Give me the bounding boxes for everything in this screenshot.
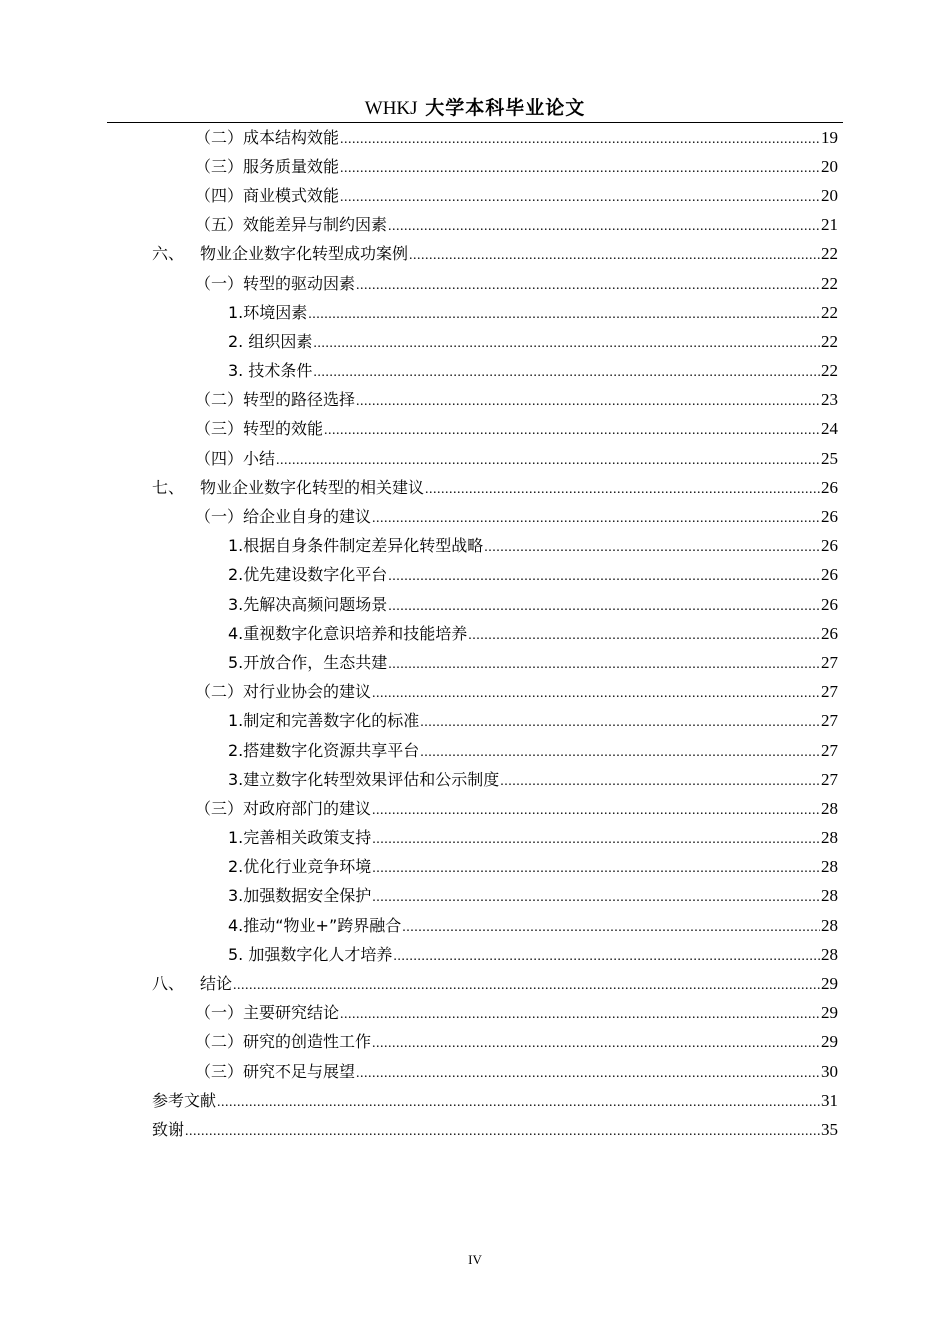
toc-dot-leader — [393, 947, 820, 967]
toc-entry-number: 七、 — [152, 477, 185, 497]
toc-dot-leader — [372, 684, 820, 704]
toc-entry[interactable] — [0, 1116, 950, 1145]
toc-entry-page: 27 — [821, 740, 838, 760]
toc-dot-leader — [388, 655, 820, 675]
toc-dot-leader — [185, 1122, 820, 1142]
toc-entry-page: 28 — [821, 798, 838, 818]
toc-dot-leader — [308, 305, 820, 325]
toc-entry[interactable] — [0, 503, 950, 532]
toc-entry-page: 30 — [821, 1061, 838, 1081]
toc-entry[interactable] — [0, 912, 950, 941]
toc-dot-leader — [409, 246, 820, 266]
toc-entry-page: 27 — [821, 711, 838, 731]
toc-entry-page: 28 — [821, 857, 838, 877]
toc-entry-title: （三）转型的效能 — [195, 419, 324, 439]
toc-entry-title: （二）对行业协会的建议 — [195, 682, 372, 702]
toc-entry-page: 27 — [821, 769, 838, 789]
toc-entry-title: 2.优化行业竞争环境 — [228, 857, 372, 877]
toc-entry[interactable] — [0, 182, 950, 211]
toc-entry[interactable] — [0, 679, 950, 708]
toc-entry-title: 致谢 — [152, 1119, 185, 1139]
toc-entry-title: （一）主要研究结论 — [195, 1003, 340, 1023]
toc-entry-title: 3.建立数字化转型效果评估和公示制度 — [228, 769, 500, 789]
toc-entry-title: 5.开放合作，生态共建 — [228, 652, 388, 672]
toc-entry[interactable] — [0, 883, 950, 912]
toc-entry[interactable] — [0, 270, 950, 299]
toc-entry-page: 22 — [821, 273, 838, 293]
toc-entry-title: （三）服务质量效能 — [195, 156, 340, 176]
toc-entry-title: 1.制定和完善数字化的标准 — [228, 711, 420, 731]
toc-entry-title: （三）对政府部门的建议 — [195, 798, 372, 818]
toc-entry-page: 27 — [821, 682, 838, 702]
toc-dot-leader — [313, 334, 820, 354]
toc-entry[interactable] — [0, 941, 950, 970]
toc-entry-page: 28 — [821, 886, 838, 906]
toc-entry-title: 2.搭建数字化资源共享平台 — [228, 740, 420, 760]
toc-entry-title: 2.优先建设数字化平台 — [228, 565, 388, 585]
toc-dot-leader — [484, 538, 820, 558]
toc-entry-title: （一）转型的驱动因素 — [195, 273, 356, 293]
toc-entry-page: 26 — [821, 565, 838, 585]
toc-entry-page: 26 — [821, 536, 838, 556]
toc-entry-title: 结论 — [200, 974, 233, 994]
toc-entry-page: 22 — [821, 361, 838, 381]
toc-entry-page: 35 — [821, 1119, 838, 1139]
toc-entry[interactable] — [0, 358, 950, 387]
toc-dot-leader — [372, 888, 820, 908]
toc-entry[interactable] — [0, 766, 950, 795]
toc-entry-title: 4.重视数字化意识培养和技能培养 — [228, 623, 468, 643]
toc-entry[interactable] — [0, 854, 950, 883]
toc-entry-page: 29 — [821, 974, 838, 994]
toc-entry-title: 参考文献 — [152, 1090, 217, 1110]
toc-entry[interactable] — [0, 445, 950, 474]
toc-entry-title: 1.根据自身条件制定差异化转型战略 — [228, 536, 484, 556]
toc-entry-title: 3.加强数据安全保护 — [228, 886, 372, 906]
toc-entry[interactable] — [0, 474, 950, 503]
toc-entry[interactable] — [0, 1058, 950, 1087]
toc-entry-page: 28 — [821, 915, 838, 935]
running-header — [107, 95, 843, 122]
toc-entry-page: 29 — [821, 1032, 838, 1052]
toc-entry-page: 27 — [821, 652, 838, 672]
table-of-contents — [0, 124, 950, 1146]
toc-entry-title: 物业企业数字化转型成功案例 — [200, 244, 409, 264]
toc-dot-leader — [313, 363, 820, 383]
toc-dot-leader — [468, 626, 820, 646]
toc-entry-page: 24 — [821, 419, 838, 439]
header-brand: WHKJ — [364, 98, 418, 119]
page-number: IV — [468, 1252, 482, 1267]
toc-dot-leader — [340, 1005, 820, 1025]
toc-entry-page: 26 — [821, 507, 838, 527]
toc-dot-leader — [233, 976, 820, 996]
toc-dot-leader — [356, 1064, 820, 1084]
toc-dot-leader — [420, 713, 820, 733]
toc-entry-title: （二）研究的创造性工作 — [195, 1032, 372, 1052]
toc-entry-page: 20 — [821, 185, 838, 205]
toc-entry[interactable] — [0, 649, 950, 678]
toc-entry-number: 八、 — [152, 974, 185, 994]
toc-dot-leader — [372, 1034, 820, 1054]
toc-dot-leader — [372, 801, 820, 821]
toc-dot-leader — [340, 188, 820, 208]
toc-entry-page: 20 — [821, 156, 838, 176]
toc-entry[interactable] — [0, 562, 950, 591]
toc-entry-title: 5. 加强数字化人才培养 — [228, 944, 393, 964]
toc-dot-leader — [217, 1093, 820, 1113]
toc-entry-title: 3. 技术条件 — [228, 361, 313, 381]
toc-dot-leader — [402, 918, 820, 938]
toc-dot-leader — [500, 772, 820, 792]
toc-entry[interactable] — [0, 708, 950, 737]
toc-dot-leader — [388, 597, 820, 617]
toc-entry-title: （三）研究不足与展望 — [195, 1061, 356, 1081]
toc-dot-leader — [340, 130, 820, 150]
toc-entry[interactable] — [0, 387, 950, 416]
toc-entry-title: 1.完善相关政策支持 — [228, 828, 372, 848]
toc-dot-leader — [372, 509, 820, 529]
toc-dot-leader — [372, 830, 820, 850]
toc-entry[interactable] — [0, 620, 950, 649]
toc-entry[interactable] — [0, 1000, 950, 1029]
toc-entry[interactable] — [0, 825, 950, 854]
toc-entry-number: 六、 — [152, 244, 185, 264]
toc-entry[interactable] — [0, 1087, 950, 1116]
toc-entry-title: （五）效能差异与制约因素 — [195, 215, 388, 235]
toc-dot-leader — [340, 159, 820, 179]
toc-entry[interactable] — [0, 591, 950, 620]
toc-dot-leader — [356, 276, 820, 296]
toc-entry-page: 19 — [821, 127, 838, 147]
toc-entry[interactable] — [0, 299, 950, 328]
toc-entry-page: 26 — [821, 594, 838, 614]
toc-entry-page: 21 — [821, 215, 838, 235]
toc-entry-page: 22 — [821, 331, 838, 351]
toc-entry-page: 28 — [821, 944, 838, 964]
toc-entry-title: 2. 组织因素 — [228, 331, 313, 351]
toc-entry-title: （一）给企业自身的建议 — [195, 507, 372, 527]
toc-entry[interactable] — [0, 970, 950, 999]
toc-dot-leader — [356, 392, 820, 412]
toc-entry-title: （二）转型的路径选择 — [195, 390, 356, 410]
toc-entry-page: 31 — [821, 1090, 838, 1110]
toc-entry-title: 物业企业数字化转型的相关建议 — [200, 477, 425, 497]
toc-dot-leader — [388, 217, 820, 237]
toc-dot-leader — [372, 859, 820, 879]
toc-entry-page: 22 — [821, 244, 838, 264]
toc-entry-title: （四）商业模式效能 — [195, 185, 340, 205]
toc-entry[interactable] — [0, 795, 950, 824]
toc-entry-title: （四）小结 — [195, 448, 276, 468]
toc-entry[interactable] — [0, 212, 950, 241]
toc-entry[interactable] — [0, 241, 950, 270]
toc-entry-page: 26 — [821, 623, 838, 643]
toc-dot-leader — [324, 421, 820, 441]
toc-entry[interactable] — [0, 416, 950, 445]
header-rule — [107, 122, 843, 123]
toc-entry[interactable] — [0, 737, 950, 766]
toc-dot-leader — [425, 480, 820, 500]
toc-dot-leader — [276, 451, 820, 471]
toc-entry-page: 22 — [821, 302, 838, 322]
toc-dot-leader — [388, 567, 820, 587]
toc-entry-page: 29 — [821, 1003, 838, 1023]
toc-dot-leader — [420, 743, 820, 763]
toc-entry-page: 23 — [821, 390, 838, 410]
toc-entry[interactable] — [0, 153, 950, 182]
toc-entry[interactable] — [0, 1029, 950, 1058]
toc-entry[interactable] — [0, 533, 950, 562]
toc-entry-title: 3.先解决高频问题场景 — [228, 594, 388, 614]
toc-entry[interactable] — [0, 328, 950, 357]
toc-entry-title: 1.环境因素 — [228, 302, 308, 322]
header-title: 大学本科毕业论文 — [425, 97, 586, 119]
toc-entry-page: 26 — [821, 477, 838, 497]
toc-entry-title: （二）成本结构效能 — [195, 127, 340, 147]
toc-entry-page: 25 — [821, 448, 838, 468]
toc-entry-title: 4.推动“物业+”跨界融合 — [228, 915, 402, 935]
toc-entry[interactable] — [0, 124, 950, 153]
toc-entry-page: 28 — [821, 828, 838, 848]
